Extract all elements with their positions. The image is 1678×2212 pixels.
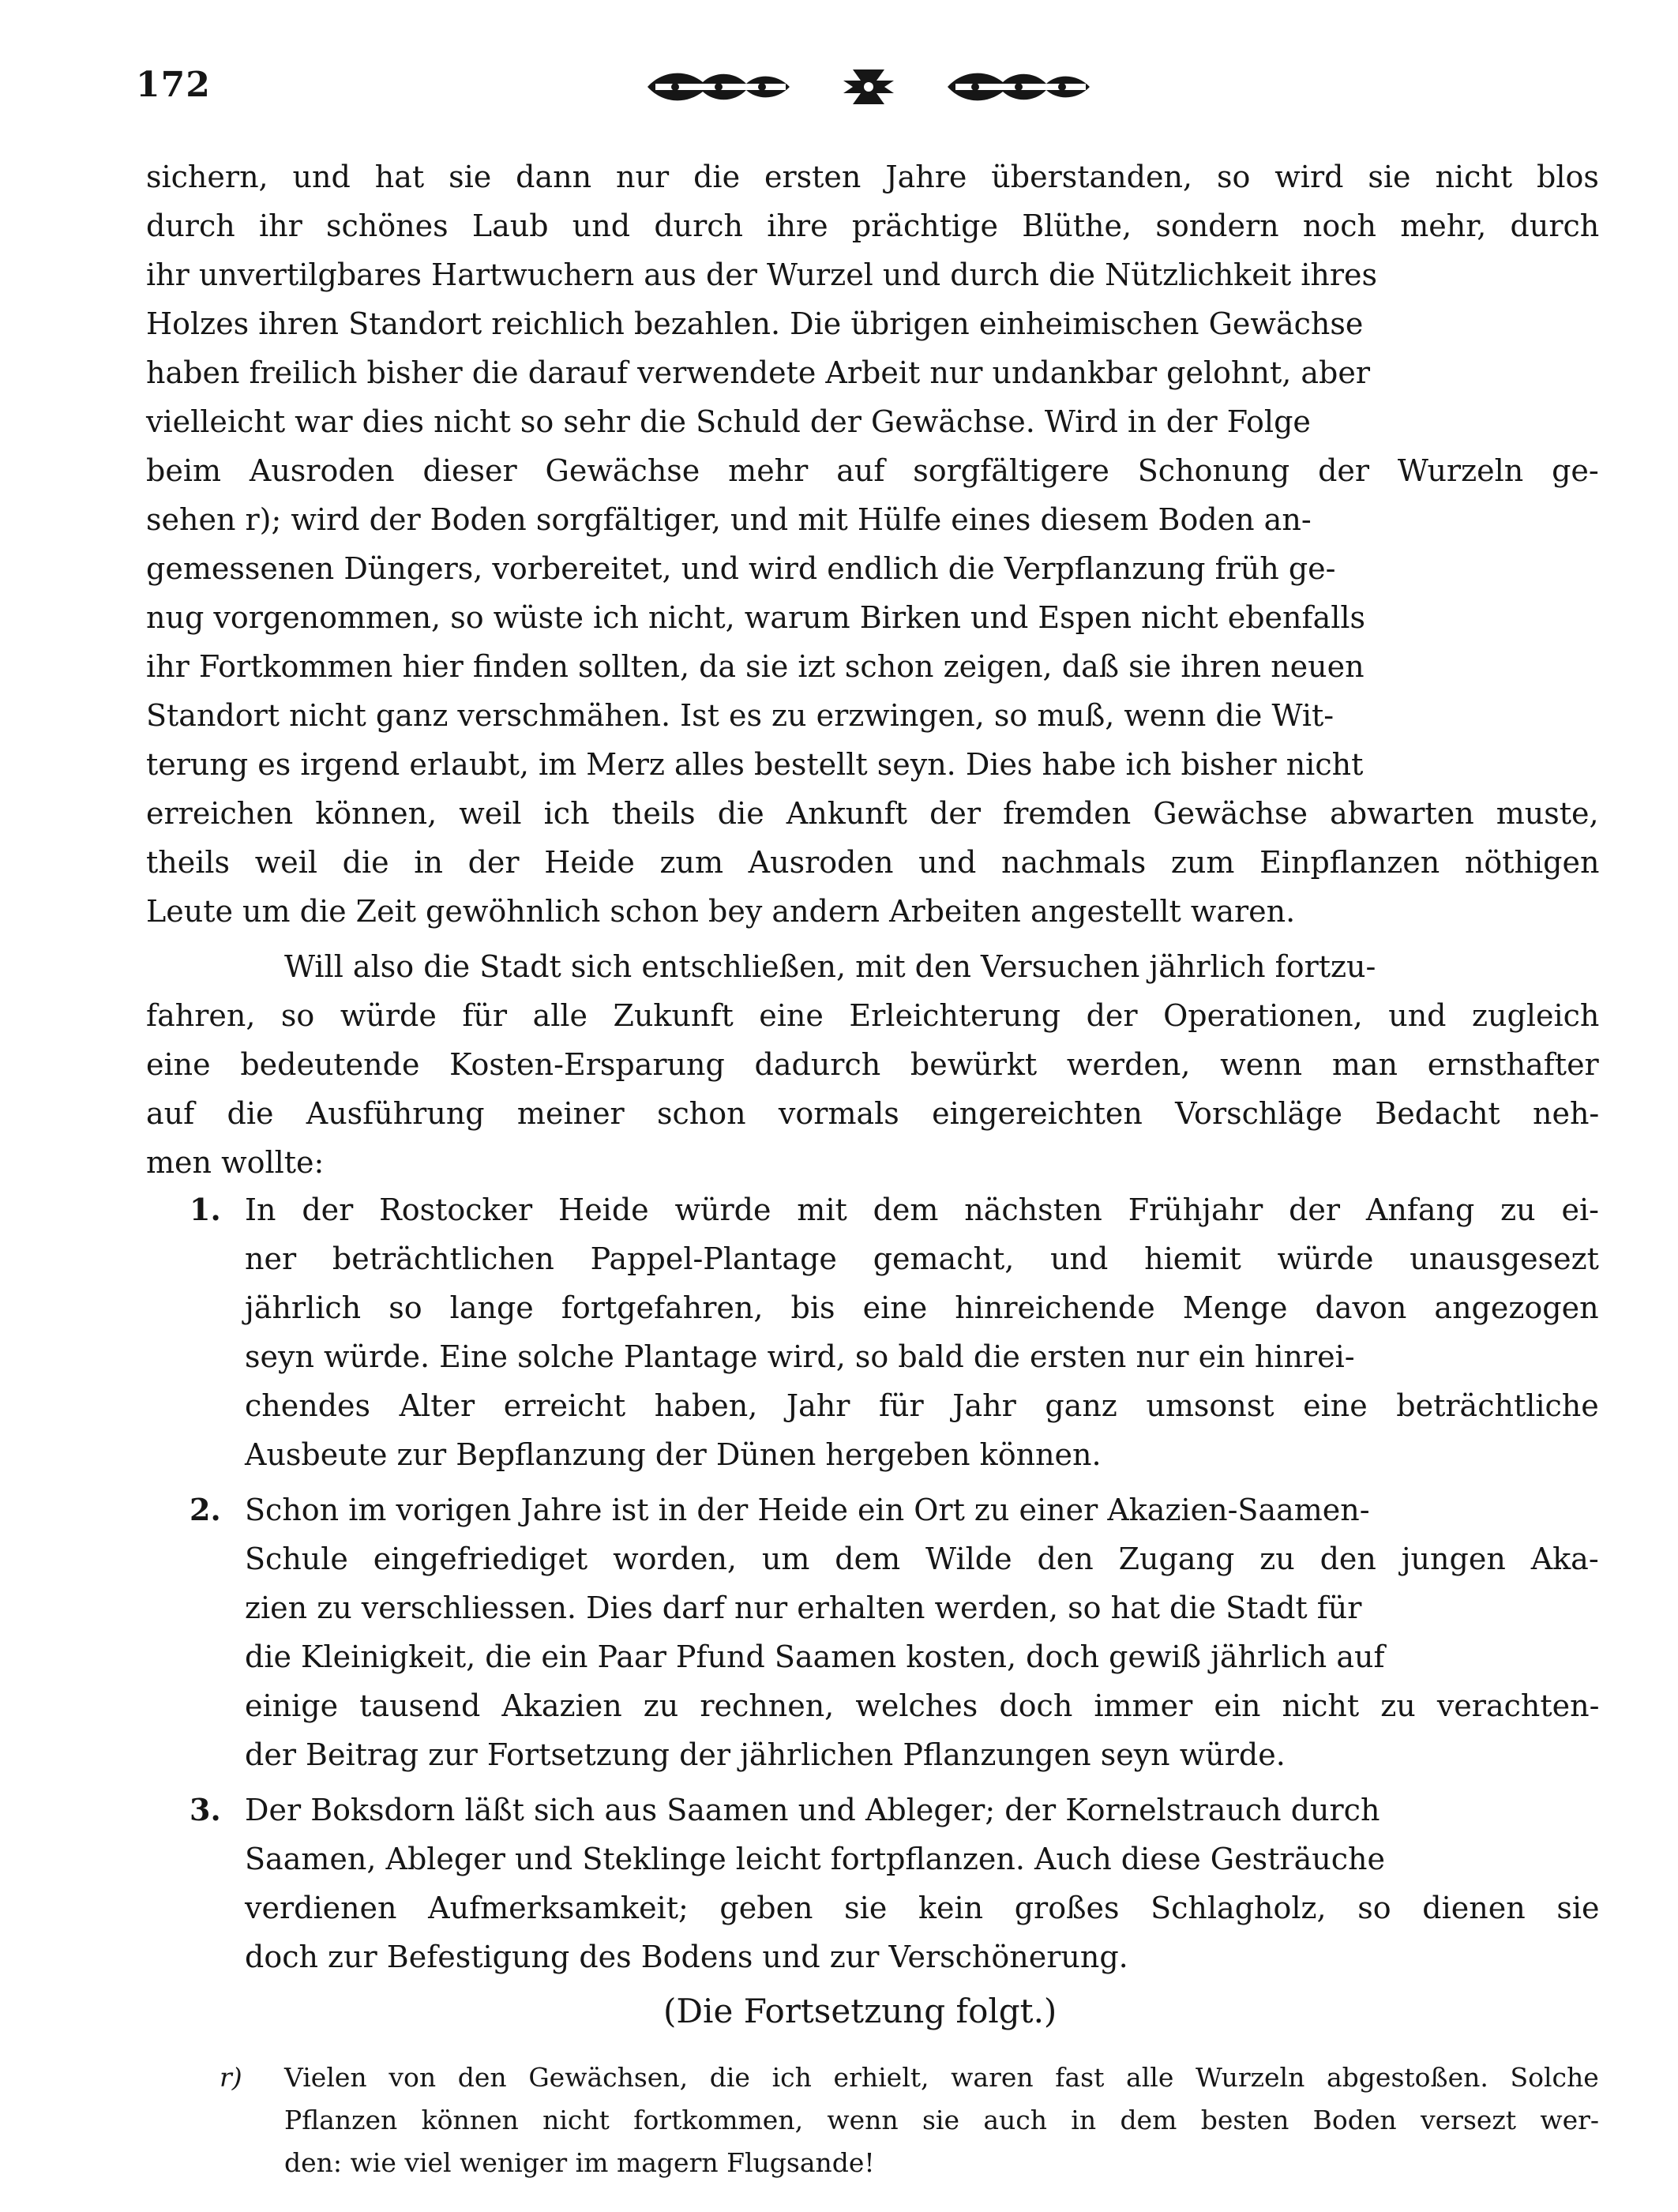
page-number: 172 bbox=[136, 65, 211, 105]
text-line: eine bedeutende Kosten-Ersparung dadurch bewürkt werden, wenn man ernsthafter bbox=[146, 1047, 1599, 1082]
list-item-line: doch zur Befestigung des Bodens und zur Verschönerung. bbox=[245, 1940, 1128, 1974]
list-item-line: Schon im vorigen Jahre ist in der Heide ein Ort zu einer Akazien-Saamen- bbox=[245, 1493, 1370, 1527]
text-line: durch ihr schönes Laub und durch ihre prächtige Blüthe, sondern noch mehr, durch bbox=[146, 208, 1600, 243]
text-line: ihr unvertilgbares Hartwuchern aus der Wurzel und durch die Nützlichkeit ihres bbox=[146, 257, 1377, 292]
text-line: Leute um die Zeit gewöhnlich schon bey andern Arbeiten angestellt waren. bbox=[146, 894, 1296, 929]
list-item-line: Schule eingefriediget worden, um dem Wilde den Zugang zu den jungen Aka- bbox=[245, 1542, 1599, 1576]
footnote-line: Pflanzen können nicht fortkommen, wenn sie auch in dem besten Boden versezt wer- bbox=[284, 2105, 1600, 2135]
list-item-number: 2. bbox=[190, 1492, 221, 1527]
list-item-line: jährlich so lange fortgefahren, bis eine hinreichende Menge davon angezogen bbox=[245, 1290, 1599, 1325]
text-line: theils weil die in der Heide zum Ausroden und nachmals zum Einpflanzen nöthigen bbox=[146, 845, 1600, 880]
list-item-line: zien zu verschliessen. Dies darf nur erhalten werden, so hat die Stadt für bbox=[245, 1590, 1362, 1625]
text-line: auf die Ausführung meiner schon vormals eingereichten Vorschläge Bedacht neh- bbox=[146, 1096, 1600, 1131]
footnote-marker: r) bbox=[220, 2062, 242, 2093]
text-line: haben freilich bisher die darauf verwendete Arbeit nur undankbar gelohnt, aber bbox=[146, 355, 1371, 390]
list-item-line: ner beträchtlichen Pappel-Plantage gemacht, und hiemit würde unausgesezt bbox=[245, 1241, 1599, 1276]
text-line: sehen r); wird der Boden sorgfältiger, und mit Hülfe eines diesem Boden an- bbox=[146, 502, 1312, 537]
list-item-number: 1. bbox=[190, 1192, 221, 1227]
footnote-line: Vielen von den Gewächsen, die ich erhielt, waren fast alle Wurzeln abgestoßen. Solche bbox=[284, 2062, 1599, 2093]
text-line: vielleicht war dies nicht so sehr die Schuld der Gewächse. Wird in der Folge bbox=[146, 404, 1311, 439]
text-line: Holzes ihren Standort reichlich bezahlen. Die übrigen einheimischen Gewächse bbox=[146, 306, 1364, 341]
list-item-line: Ausbeute zur Bepflanzung der Dünen hergeben können. bbox=[245, 1437, 1102, 1472]
text-line: men wollte: bbox=[146, 1145, 325, 1180]
footnote-line: den: wie viel weniger im magern Flugsande! bbox=[284, 2147, 875, 2178]
list-item-line: verdienen Aufmerksamkeit; geben sie kein großes Schlagholz, so dienen sie bbox=[245, 1891, 1600, 1925]
text-line: erreichen können, weil ich theils die Ankunft der fremden Gewächse abwarten muste, bbox=[146, 796, 1599, 831]
list-item-line: chendes Alter erreicht haben, Jahr für Jahr ganz umsonst eine beträchtliche bbox=[245, 1388, 1599, 1423]
text-line: ihr Fortkommen hier finden sollten, da sie izt schon zeigen, daß sie ihren neuen bbox=[146, 649, 1365, 684]
list-item-line: In der Rostocker Heide würde mit dem nächsten Frühjahr der Anfang zu ei- bbox=[245, 1192, 1599, 1227]
list-item-line: einige tausend Akazien zu rechnen, welches doch immer ein nicht zu verachten- bbox=[245, 1688, 1600, 1723]
text-line: sichern, und hat sie dann nur die ersten Jahre überstanden, so wird sie nicht blos bbox=[146, 160, 1599, 194]
text-line: gemessenen Düngers, vorbereitet, und wird endlich die Verpflanzung früh ge- bbox=[146, 551, 1336, 586]
continuation-note: (Die Fortsetzung folgt.) bbox=[663, 1992, 1057, 2030]
text-line: Will also die Stadt sich entschließen, mit den Versuchen jährlich fortzu- bbox=[284, 949, 1376, 984]
text-line: fahren, so würde für alle Zukunft eine Erleichterung der Operationen, und zugleich bbox=[146, 998, 1600, 1033]
list-item-line: Der Boksdorn läßt sich aus Saamen und Ableger; der Kornelstrauch durch bbox=[245, 1793, 1380, 1827]
list-item-line: die Kleinigkeit, die ein Paar Pfund Saamen kosten, doch gewiß jährlich auf bbox=[245, 1639, 1385, 1674]
list-item-line: seyn würde. Eine solche Plantage wird, so bald die ersten nur ein hinrei- bbox=[245, 1339, 1355, 1374]
list-item-line: Saamen, Ableger und Steklinge leicht fortpflanzen. Auch diese Gesträuche bbox=[245, 1842, 1385, 1876]
ornament-icon bbox=[640, 63, 1098, 111]
list-item-number: 3. bbox=[190, 1792, 221, 1827]
text-line: nug vorgenommen, so wüste ich nicht, warum Birken und Espen nicht ebenfalls bbox=[146, 600, 1366, 635]
text-line: Standort nicht ganz verschmähen. Ist es zu erzwingen, so muß, wenn die Wit- bbox=[146, 698, 1335, 733]
text-line: beim Ausroden dieser Gewächse mehr auf sorgfältigere Schonung der Wurzeln ge- bbox=[146, 453, 1599, 488]
list-item-line: der Beitrag zur Fortsetzung der jährlichen Pflanzungen seyn würde. bbox=[245, 1737, 1286, 1772]
text-line: terung es irgend erlaubt, im Merz alles bestellt seyn. Dies habe ich bisher nicht bbox=[146, 747, 1364, 782]
